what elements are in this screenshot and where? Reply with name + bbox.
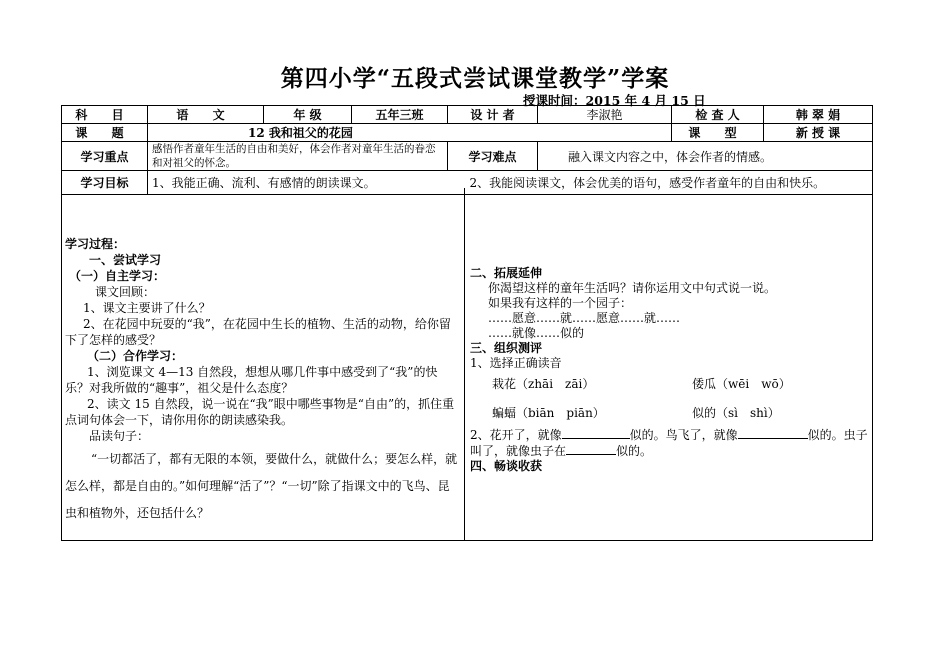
extension-line-2: ……愿意……就……愿意……就……: [488, 311, 681, 325]
checker-value: 韩 翠 娟: [764, 106, 873, 124]
word-2: 倭瓜（wēi wō）: [692, 377, 791, 391]
word-4: 似的（sì shì）: [692, 406, 780, 420]
section-4-heading: 四、畅谈收获: [470, 459, 543, 473]
right-column: [470, 266, 870, 474]
read-sentence-label: 品读句子：: [89, 429, 150, 443]
quote-question: “一切都活了，都有无限的本领，要做什么，就做什么；要怎么样，就怎么样，都是自由的。”如何理解“活了”？“一切”除了指课文中的飞鸟、昆虫和植物外，还包括什么？: [65, 452, 458, 520]
fill-text-a: 2、花开了，就像: [470, 428, 562, 442]
process-heading: 学习过程：: [65, 237, 126, 251]
fill-text-d: 似的。: [616, 444, 653, 458]
extension-line-3: ……就像……似的: [488, 326, 585, 340]
fill-text-b: 似的。鸟飞了，就像: [629, 428, 738, 442]
grade-value: 五年三班: [352, 106, 448, 124]
question-1: 1、课文主要讲了什么？: [83, 301, 211, 315]
lesson-date: 授课时间：2015 年 4 月 15 日: [523, 93, 706, 108]
question-2: 2、在花园中玩耍的“我”，在花园中生长的植物、生活的动物，给你留下了怎样的感受？: [65, 317, 451, 347]
difficulty-label: 学习难点: [448, 142, 538, 171]
designer-label: 设 计 者: [448, 106, 538, 124]
fill-in-question: [470, 427, 870, 459]
question-3: 1、浏览课文 4—13 自然段，想想从哪几件事中感受到了“我”的快乐？对我所做的“趣事”，祖父是什么态度？: [65, 365, 438, 395]
difficulty-value: 融入课文内容之中，体会作者的情感。: [538, 142, 873, 171]
fill-blank-1[interactable]: [562, 427, 630, 439]
section-1-heading: 一、尝试学习: [89, 253, 162, 267]
subject-label: 科 目: [62, 106, 148, 124]
topic-label: 课 题: [62, 124, 148, 142]
word-3: 蝙蝠（biān piān）: [492, 406, 605, 420]
designer-value: 李淑艳: [538, 106, 672, 124]
cooperative-heading: （二）合作学习：: [87, 349, 184, 363]
lesson-info-table: [61, 105, 873, 195]
focus-label: 学习重点: [62, 142, 148, 171]
type-value: 新 授 课: [764, 124, 873, 142]
word-1: 栽花（zhāi zāi）: [492, 377, 595, 391]
fill-blank-3[interactable]: [566, 443, 616, 455]
fill-blank-2[interactable]: [738, 427, 808, 439]
fill-text-c: 似的。虫子叫了，就像虫子在: [470, 428, 868, 458]
section-2-heading: 二、拓展延伸: [470, 266, 543, 280]
subject-value: 语 文: [148, 106, 264, 124]
pronunciation-row-1: [470, 377, 870, 392]
column-divider: [464, 188, 465, 540]
review-label: 课文回顾：: [95, 285, 156, 299]
topic-value: 12 我和祖父的花园: [148, 124, 672, 142]
self-study-heading: （一）自主学习：: [69, 269, 166, 283]
goal-2: 2、我能阅读课文，体会优美的语句，感受作者童年的自由和快乐。: [469, 176, 826, 190]
checker-label: 检 查 人: [672, 106, 764, 124]
goal-label: 学习目标: [62, 171, 148, 195]
pronunciation-question: 1、选择正确读音: [470, 356, 562, 370]
focus-value: 感悟作者童年生活的自由和美好，体会作者对童年生活的眷恋和对祖父的怀念。: [148, 142, 448, 171]
pronunciation-row-2: [470, 406, 870, 421]
grade-label: 年 级: [264, 106, 352, 124]
extension-question: 你渴望这样的童年生活吗？请你运用文中句式说一说。: [488, 281, 777, 295]
goal-1: 1、我能正确、流利、有感情的朗读课文。: [152, 176, 376, 190]
type-label: 课 型: [672, 124, 764, 142]
document-title: 第四小学“五段式尝试课堂教学”学案: [280, 65, 670, 92]
section-3-heading: 三、组织测评: [470, 341, 543, 355]
question-4: 2、读文 15 自然段，说一说在“我”眼中哪些事物是“自由”的，抓住重点词句体会一下，请你用你的朗读感染我。: [65, 397, 455, 427]
left-column: [65, 236, 461, 527]
extension-line-1: 如果我有这样的一个园子：: [488, 296, 633, 310]
